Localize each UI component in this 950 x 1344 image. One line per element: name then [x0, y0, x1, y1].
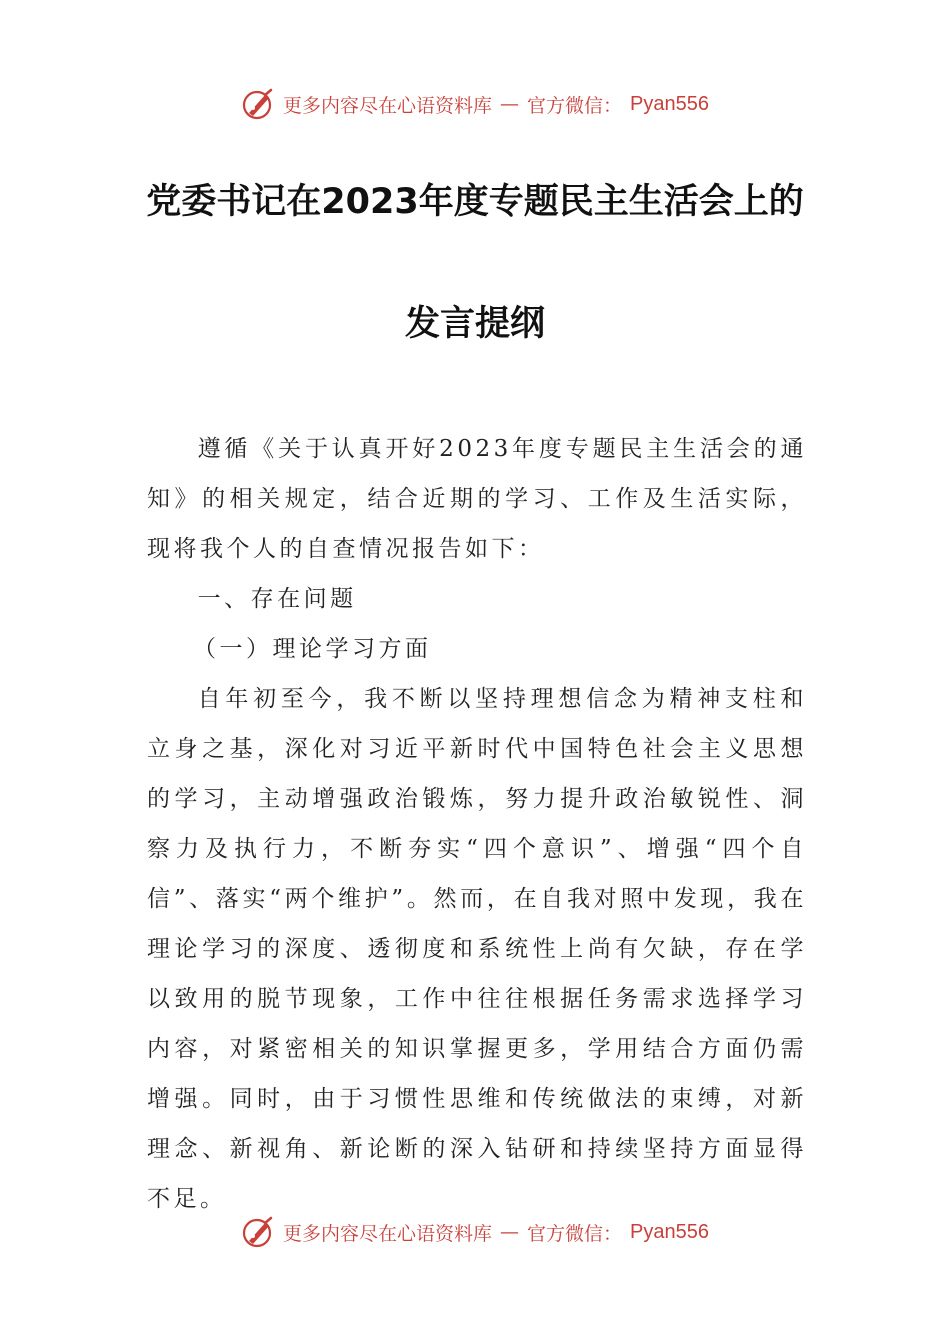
- banner-separator: —: [500, 1221, 520, 1243]
- header-watermark-banner: [0, 82, 950, 126]
- document-title-line1: 党委书记在2023年度专题民主生活会上的: [146, 182, 804, 222]
- banner-text: 更多内容尽在心语资料库: [283, 1222, 493, 1245]
- document-title-line2: 发言提纲: [404, 304, 545, 344]
- banner-text: 更多内容尽在心语资料库: [283, 94, 493, 117]
- pen-seal-logo-icon: [241, 87, 275, 121]
- banner-wechat-id: Pyan556: [630, 92, 709, 115]
- pen-seal-logo-icon: [241, 1215, 275, 1249]
- banner-separator: —: [500, 93, 520, 115]
- footer-watermark-banner: [0, 1210, 950, 1254]
- intro-paragraph: 遵循《关于认真开好2023年度专题民主生活会的通知》的相关规定，结合近期的学习、工作及生活实际，现将我个人的自查情况报告如下：: [147, 436, 807, 562]
- document-body: [147, 424, 807, 1224]
- section-heading: 一、存在问题: [197, 586, 357, 612]
- subsection-heading: （一）理论学习方面: [193, 636, 432, 662]
- body-paragraph: 自年初至今，我不断以坚持理想信念为精神支柱和立身之基，深化对习近平新时代中国特色社会主义思想的学习，主动增强政治锻炼，努力提升政治敏锐性、洞察力及执行力，不断夯实“四个意识”、增强“四个自信”、落实“两个维护”。然而，在自我对照中发现，我在理论学习的深度、透彻度和系统性上尚有欠缺，存在学以致用的脱节现象，工作中往往根据任务需求选择学习内容，对紧密相关的知识掌握更多，学用结合方面仍需增强。同时，由于习惯性思维和传统做法的束缚，对新理念、新视角、新论断的深入钻研和持续坚持方面显得不足。: [147, 686, 807, 1212]
- banner-official-label: 官方微信：: [527, 1222, 623, 1245]
- banner-official-label: 官方微信：: [527, 94, 623, 117]
- banner-wechat-id: Pyan556: [630, 1220, 709, 1243]
